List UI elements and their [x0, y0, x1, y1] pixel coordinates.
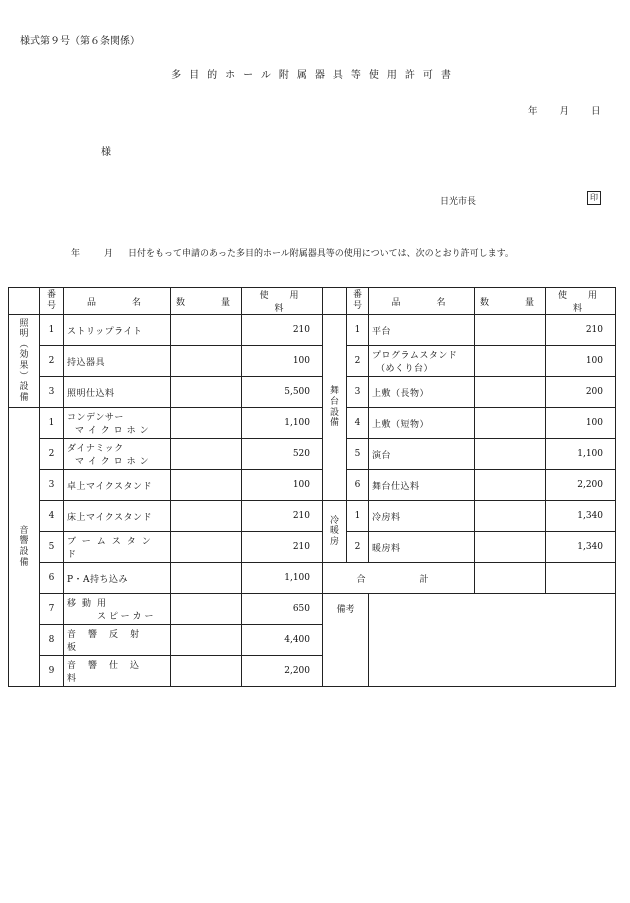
quantity-header: 数 量 [475, 288, 546, 315]
table-row [9, 532, 616, 563]
row-number: 9 [40, 656, 64, 687]
fee-cell: 210 [242, 315, 323, 346]
table-row [9, 594, 616, 625]
date-year-label: 年 [528, 106, 538, 117]
quantity-cell[interactable] [475, 408, 546, 439]
fee-cell: 1,100 [242, 563, 323, 594]
fee-cell: 4,400 [242, 625, 323, 656]
category-stage: 舞 台 設 備 [323, 315, 347, 501]
number-header: 番 号 [347, 288, 369, 315]
fee-cell: 100 [546, 346, 616, 377]
fee-cell: 100 [242, 470, 323, 501]
row-number: 2 [40, 346, 64, 377]
intro-month: 月 [104, 249, 114, 259]
row-number: 5 [347, 439, 369, 470]
item-name: 冷房料 [369, 501, 475, 532]
quantity-cell[interactable] [171, 470, 242, 501]
table-row [9, 315, 616, 346]
category-sound: 音 響 設 備 [9, 408, 40, 687]
form-number: 様式第９号（第６条関係） [20, 36, 140, 47]
blank-header-cell [323, 288, 347, 315]
fee-cell: 1,340 [546, 501, 616, 532]
permit-table [8, 287, 619, 687]
fee-header: 使 用 料 [242, 288, 323, 315]
table-row [9, 563, 616, 594]
item-name: 演台 [369, 439, 475, 470]
item-header: 品 名 [64, 288, 171, 315]
quantity-cell[interactable] [171, 315, 242, 346]
fee-header: 使 用 料 [546, 288, 616, 315]
item-name: 卓上マイクスタンド [64, 470, 171, 501]
total-quantity-cell[interactable] [475, 563, 546, 594]
row-number: 3 [347, 377, 369, 408]
row-number: 2 [347, 346, 369, 377]
fee-cell: 520 [242, 439, 323, 470]
fee-cell: 1,100 [546, 439, 616, 470]
fee-cell: 100 [546, 408, 616, 439]
table-row [9, 408, 616, 439]
quantity-cell[interactable] [475, 315, 546, 346]
row-number: 4 [40, 501, 64, 532]
row-number: 4 [347, 408, 369, 439]
item-name: ストリップライト [64, 315, 171, 346]
item-name: ブームスタンド [64, 532, 171, 563]
row-number: 8 [40, 625, 64, 656]
remarks-field[interactable] [369, 594, 616, 687]
row-number: 1 [40, 315, 64, 346]
quantity-cell[interactable] [171, 625, 242, 656]
item-name: P・A持ち込み [64, 563, 171, 594]
table-row [9, 501, 616, 532]
fee-cell: 5,500 [242, 377, 323, 408]
quantity-cell[interactable] [475, 439, 546, 470]
item-name: 照明仕込料 [64, 377, 171, 408]
fee-cell: 210 [546, 315, 616, 346]
addressee: 様 [101, 147, 111, 158]
quantity-cell[interactable] [171, 594, 242, 625]
total-label: 合 計 [323, 563, 475, 594]
fee-cell: 100 [242, 346, 323, 377]
page-title: 多目的ホール附属器具等使用許可書 [171, 70, 459, 81]
item-name: プログラムスタンド （めくり台） [369, 346, 475, 377]
fee-cell: 1,100 [242, 408, 323, 439]
row-number: 2 [40, 439, 64, 470]
date-month-label: 月 [559, 106, 570, 117]
date-day-label: 日 [591, 106, 601, 117]
quantity-cell[interactable] [475, 346, 546, 377]
quantity-cell[interactable] [475, 501, 546, 532]
intro-body: 日付をもって申請のあった多目的ホール附属器具等の使用については、次のとおり許可します。 [128, 249, 514, 259]
quantity-cell[interactable] [475, 377, 546, 408]
row-number: 3 [40, 377, 64, 408]
row-number: 5 [40, 532, 64, 563]
remarks-label: 備考 [323, 594, 369, 687]
item-name: 音響反射板 [64, 625, 171, 656]
quantity-cell[interactable] [171, 532, 242, 563]
quantity-cell[interactable] [171, 656, 242, 687]
table-row [9, 470, 616, 501]
item-name: 音響仕込料 [64, 656, 171, 687]
item-name: ダイナミック マイクロホン [64, 439, 171, 470]
total-fee-cell[interactable] [546, 563, 616, 594]
item-name: 上敷（短物） [369, 408, 475, 439]
item-name: コンデンサー マイクロホン [64, 408, 171, 439]
item-name: 平台 [369, 315, 475, 346]
row-number: 6 [40, 563, 64, 594]
intro-text [71, 246, 514, 259]
item-name: 持込器具 [64, 346, 171, 377]
row-number: 2 [347, 532, 369, 563]
quantity-cell[interactable] [171, 408, 242, 439]
quantity-cell[interactable] [171, 563, 242, 594]
quantity-cell[interactable] [171, 346, 242, 377]
quantity-cell[interactable] [171, 501, 242, 532]
category-aircon: 冷 暖 房 [323, 501, 347, 563]
row-number: 1 [347, 501, 369, 532]
issuer-name: 日光市長 [440, 197, 477, 207]
issue-date [528, 103, 601, 117]
item-name: 暖房料 [369, 532, 475, 563]
fee-cell: 200 [546, 377, 616, 408]
fee-cell: 1,340 [546, 532, 616, 563]
row-number: 1 [40, 408, 64, 439]
fee-cell: 2,200 [242, 656, 323, 687]
fee-cell: 210 [242, 532, 323, 563]
item-name: 上敷（長物） [369, 377, 475, 408]
table-header-row [9, 288, 616, 315]
table-row [9, 377, 616, 408]
quantity-cell[interactable] [171, 377, 242, 408]
seal-stamp: 印 [587, 191, 601, 205]
intro-year: 年 [71, 249, 81, 259]
fee-cell: 2,200 [546, 470, 616, 501]
blank-header-cell [9, 288, 40, 315]
quantity-cell[interactable] [475, 470, 546, 501]
fee-cell: 650 [242, 594, 323, 625]
quantity-cell[interactable] [171, 439, 242, 470]
row-number: 1 [347, 315, 369, 346]
item-name: 床上マイクスタンド [64, 501, 171, 532]
item-name: 舞台仕込料 [369, 470, 475, 501]
row-number: 3 [40, 470, 64, 501]
number-header: 番 号 [40, 288, 64, 315]
item-name: 移動用 スピーカー [64, 594, 171, 625]
table-row [9, 439, 616, 470]
item-header: 品 名 [369, 288, 475, 315]
quantity-cell[interactable] [475, 532, 546, 563]
row-number: 7 [40, 594, 64, 625]
row-number: 6 [347, 470, 369, 501]
table-row [9, 346, 616, 377]
category-lighting: 照 明 ︵ 効 果 ︶ 設 備 [9, 315, 40, 408]
fee-cell: 210 [242, 501, 323, 532]
quantity-header: 数 量 [171, 288, 242, 315]
